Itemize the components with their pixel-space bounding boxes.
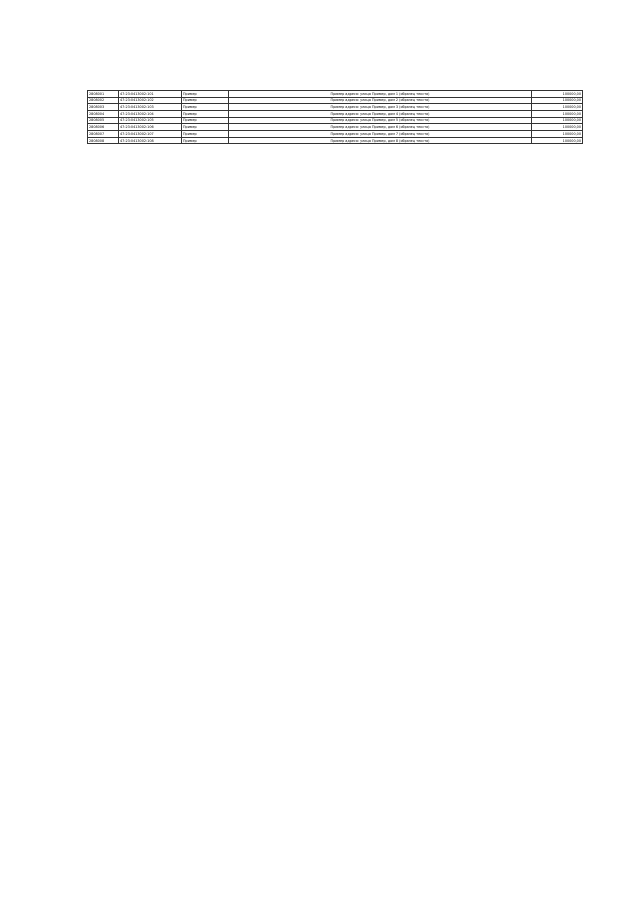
cadastral-value-cell: 100000,00 [532,111,583,118]
table-row [88,91,583,98]
row-id-cell: 2808005 [88,117,119,124]
cadastral-value-cell: 100000,00 [532,131,583,138]
row-id-cell: 2808002 [88,97,119,104]
cadastral-number-cell: 47:23:0413002:104 [119,111,182,118]
address-cell: Пример адреса: улица Пример, дом 3 (образец текста) [229,104,532,111]
address-cell: Пример адреса: улица Пример, дом 7 (образец текста) [229,131,532,138]
address-cell: Пример адреса: улица Пример, дом 6 (образец текста) [229,124,532,131]
row-id-cell: 2808004 [88,111,119,118]
cadastral-value-cell: 100000,00 [532,104,583,111]
row-id-cell: 2808007 [88,131,119,138]
district-cell: Пример [182,117,229,124]
cadastral-number-cell: 47:23:0413002:102 [119,97,182,104]
cadastral-number-cell: 47:23:0413002:108 [119,137,182,144]
address-cell: Пример адреса: улица Пример, дом 5 (образец текста) [229,117,532,124]
land-register-table [87,90,583,144]
table-row [88,124,583,131]
cadastral-number-cell: 47:23:0413002:106 [119,124,182,131]
district-cell: Пример [182,97,229,104]
district-cell: Пример [182,91,229,98]
district-cell: Пример [182,137,229,144]
register-table-body [88,91,583,144]
table-row [88,111,583,118]
table-row [88,97,583,104]
district-cell: Пример [182,104,229,111]
cadastral-number-cell: 47:23:0413002:101 [119,91,182,98]
cadastral-value-cell: 100000,00 [532,137,583,144]
district-cell: Пример [182,111,229,118]
address-cell: Пример адреса: улица Пример, дом 1 (образец текста) [229,91,532,98]
table-row [88,104,583,111]
table-row [88,131,583,138]
row-id-cell: 2808008 [88,137,119,144]
table-row [88,117,583,124]
district-cell: Пример [182,131,229,138]
table-row [88,137,583,144]
cadastral-number-cell: 47:23:0413002:105 [119,117,182,124]
address-cell: Пример адреса: улица Пример, дом 8 (образец текста) [229,137,532,144]
district-cell: Пример [182,124,229,131]
cadastral-number-cell: 47:23:0413002:107 [119,131,182,138]
address-cell: Пример адреса: улица Пример, дом 4 (образец текста) [229,111,532,118]
row-id-cell: 2808003 [88,104,119,111]
row-id-cell: 2808006 [88,124,119,131]
cadastral-value-cell: 100000,00 [532,97,583,104]
cadastral-value-cell: 100000,00 [532,91,583,98]
address-cell: Пример адреса: улица Пример, дом 2 (образец текста) [229,97,532,104]
cadastral-value-cell: 100000,00 [532,124,583,131]
cadastral-number-cell: 47:23:0413002:103 [119,104,182,111]
row-id-cell: 2808001 [88,91,119,98]
cadastral-value-cell: 100000,00 [532,117,583,124]
